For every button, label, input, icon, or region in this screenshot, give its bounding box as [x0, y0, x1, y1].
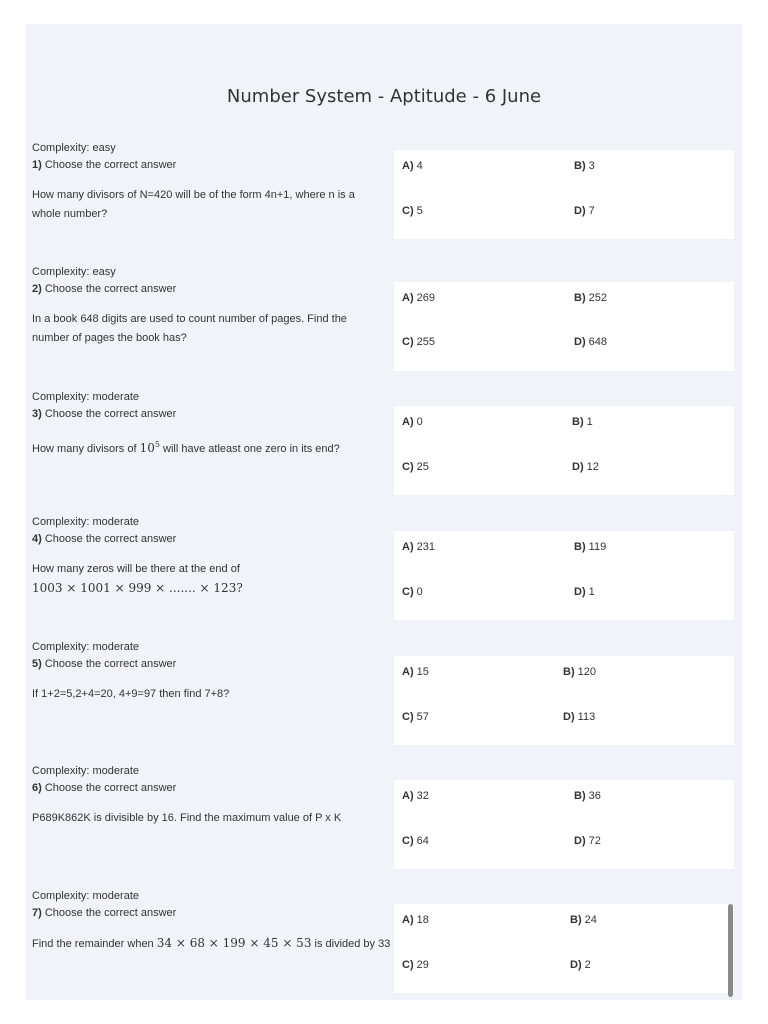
question-text-line: number of pages the book has?	[32, 332, 187, 344]
option-letter: C)	[402, 711, 414, 723]
instruction-text: Choose the correct answer	[44, 283, 177, 295]
option-letter: A)	[402, 160, 414, 172]
option-c[interactable]	[402, 959, 429, 971]
page-title: Number System - Aptitude - 6 June	[226, 86, 542, 107]
option-value: 36	[588, 790, 601, 802]
option-a[interactable]	[402, 914, 429, 926]
question-instruction	[32, 781, 372, 795]
option-b[interactable]	[574, 292, 607, 304]
question-body	[32, 640, 372, 704]
option-letter: B)	[574, 790, 586, 802]
question-3	[26, 390, 742, 500]
question-instruction	[32, 532, 372, 546]
option-value: 1	[586, 416, 593, 428]
question-6	[26, 764, 742, 874]
option-letter: A)	[402, 666, 414, 678]
option-value: 3	[588, 160, 595, 172]
question-text	[32, 186, 372, 224]
option-value: 32	[416, 790, 429, 802]
question-instruction	[32, 407, 372, 421]
question-number: 3)	[32, 408, 42, 420]
option-d[interactable]	[563, 711, 595, 723]
question-text-line: How many divisors of N=420 will be of the form 4n+1, where n is a	[32, 189, 355, 201]
question-number: 4)	[32, 533, 42, 545]
option-letter: C)	[402, 959, 414, 971]
option-c[interactable]	[402, 205, 423, 217]
option-value: 64	[416, 835, 429, 847]
option-value: 24	[584, 914, 597, 926]
instruction-text: Choose the correct answer	[44, 782, 177, 794]
options-box	[394, 406, 734, 495]
option-value: 0	[416, 586, 423, 598]
question-text	[32, 809, 372, 828]
options-box	[394, 904, 734, 993]
question-number: 6)	[32, 782, 42, 794]
option-letter: C)	[402, 586, 414, 598]
math-expression	[140, 441, 160, 455]
option-value: 231	[416, 541, 436, 553]
option-letter: B)	[574, 541, 586, 553]
question-body	[32, 889, 392, 954]
option-d[interactable]	[570, 959, 591, 971]
option-a[interactable]	[402, 292, 435, 304]
option-a[interactable]	[402, 790, 429, 802]
math-expression: 1003 × 1001 × 999 × ....... × 123?	[32, 581, 243, 595]
option-value: 255	[416, 336, 436, 348]
instruction-text: Choose the correct answer	[44, 907, 177, 919]
option-a[interactable]	[402, 416, 423, 428]
option-letter: B)	[572, 416, 584, 428]
instruction-text: Choose the correct answer	[44, 658, 177, 670]
question-text	[32, 685, 372, 704]
question-7	[26, 889, 742, 999]
option-letter: A)	[402, 541, 414, 553]
options-box	[394, 656, 734, 745]
option-c[interactable]	[402, 586, 423, 598]
option-letter: B)	[563, 666, 575, 678]
option-value: 113	[577, 711, 596, 723]
question-body	[32, 141, 372, 224]
option-d[interactable]	[574, 336, 607, 348]
option-letter: D)	[572, 461, 584, 473]
question-body	[32, 390, 372, 459]
option-value: 119	[588, 541, 607, 553]
option-a[interactable]	[402, 541, 435, 553]
math-expression: 34 × 68 × 199 × 45 × 53	[156, 936, 312, 950]
option-b[interactable]	[574, 160, 595, 172]
option-c[interactable]	[402, 711, 429, 723]
question-text-part: How many divisors of	[32, 443, 140, 455]
option-letter: D)	[574, 835, 586, 847]
question-text-line: How many zeros will be there at the end of	[32, 563, 240, 575]
option-b[interactable]	[563, 666, 596, 678]
question-body	[32, 764, 372, 828]
option-letter: D)	[563, 711, 575, 723]
option-value: 1	[588, 586, 595, 598]
quiz-panel	[26, 24, 742, 1000]
option-b[interactable]	[574, 541, 606, 553]
option-c[interactable]	[402, 461, 429, 473]
option-letter: C)	[402, 205, 414, 217]
option-letter: B)	[574, 160, 586, 172]
question-2	[26, 265, 742, 375]
question-text-line: whole number?	[32, 208, 108, 220]
option-letter: C)	[402, 461, 414, 473]
options-box	[394, 531, 734, 620]
question-1	[26, 141, 742, 251]
complexity-label: Complexity: moderate	[32, 641, 139, 653]
scrollbar-thumb[interactable]	[728, 904, 733, 997]
question-instruction	[32, 906, 392, 920]
option-letter: B)	[574, 292, 586, 304]
option-letter: A)	[402, 416, 414, 428]
option-b[interactable]	[570, 914, 597, 926]
option-letter: C)	[402, 835, 414, 847]
question-body	[32, 515, 372, 598]
option-value: 57	[416, 711, 429, 723]
option-value: 7	[588, 205, 595, 217]
option-letter: D)	[570, 959, 582, 971]
option-c[interactable]	[402, 336, 435, 348]
option-letter: B)	[570, 914, 582, 926]
option-value: 2	[584, 959, 591, 971]
complexity-label: Complexity: moderate	[32, 765, 139, 777]
option-value: 12	[586, 461, 599, 473]
complexity-label: Complexity: moderate	[32, 890, 139, 902]
instruction-text: Choose the correct answer	[44, 408, 177, 420]
question-text-line: P689K862K is divisible by 16. Find the maximum value of P x K	[32, 812, 342, 824]
option-d[interactable]	[574, 586, 595, 598]
question-5	[26, 640, 742, 750]
question-number: 2)	[32, 283, 42, 295]
option-letter: D)	[574, 205, 586, 217]
complexity-label: Complexity: easy	[32, 266, 116, 278]
instruction-text: Choose the correct answer	[44, 533, 177, 545]
option-c[interactable]	[402, 835, 429, 847]
option-letter: A)	[402, 292, 414, 304]
complexity-label: Complexity: moderate	[32, 391, 139, 403]
options-box	[394, 282, 734, 371]
option-value: 72	[588, 835, 601, 847]
instruction-text: Choose the correct answer	[44, 159, 177, 171]
math-base: 10	[139, 441, 155, 455]
question-instruction	[32, 657, 372, 671]
option-value: 648	[588, 336, 608, 348]
options-box	[394, 150, 734, 239]
option-value: 5	[416, 205, 423, 217]
option-value: 25	[416, 461, 429, 473]
question-text	[32, 934, 392, 954]
question-text-line: In a book 648 digits are used to count number of pages. Find the	[32, 313, 347, 325]
option-value: 252	[588, 292, 608, 304]
option-d[interactable]	[574, 205, 595, 217]
options-box	[394, 780, 734, 869]
question-text-part: is divided by 33	[311, 938, 391, 950]
question-instruction	[32, 158, 372, 172]
option-b[interactable]	[574, 790, 601, 802]
option-letter: D)	[574, 586, 586, 598]
question-number: 7)	[32, 907, 42, 919]
question-body	[32, 265, 372, 348]
option-letter: A)	[402, 914, 414, 926]
option-d[interactable]	[574, 835, 601, 847]
complexity-label: Complexity: easy	[32, 142, 116, 154]
question-text	[32, 560, 372, 598]
option-value: 18	[416, 914, 429, 926]
complexity-label: Complexity: moderate	[32, 516, 139, 528]
question-instruction	[32, 282, 372, 296]
question-text-part: Find the remainder when	[32, 938, 157, 950]
option-d[interactable]	[572, 461, 599, 473]
option-letter: C)	[402, 336, 414, 348]
option-letter: A)	[402, 790, 414, 802]
option-a[interactable]	[402, 666, 429, 678]
option-letter: D)	[574, 336, 586, 348]
question-number: 1)	[32, 159, 42, 171]
option-value: 4	[416, 160, 423, 172]
option-value: 0	[416, 416, 423, 428]
option-a[interactable]	[402, 160, 423, 172]
question-number: 5)	[32, 658, 42, 670]
option-value: 29	[416, 959, 429, 971]
question-4	[26, 515, 742, 625]
question-text-line: If 1+2=5,2+4=20, 4+9=97 then find 7+8?	[32, 688, 230, 700]
math-exponent: 5	[154, 440, 160, 449]
question-text	[32, 435, 372, 459]
option-value: 269	[416, 292, 436, 304]
option-value: 120	[577, 666, 597, 678]
option-b[interactable]	[572, 416, 593, 428]
question-text	[32, 310, 372, 348]
question-text-part: will have atleast one zero in its end?	[159, 443, 340, 455]
option-value: 15	[416, 666, 429, 678]
